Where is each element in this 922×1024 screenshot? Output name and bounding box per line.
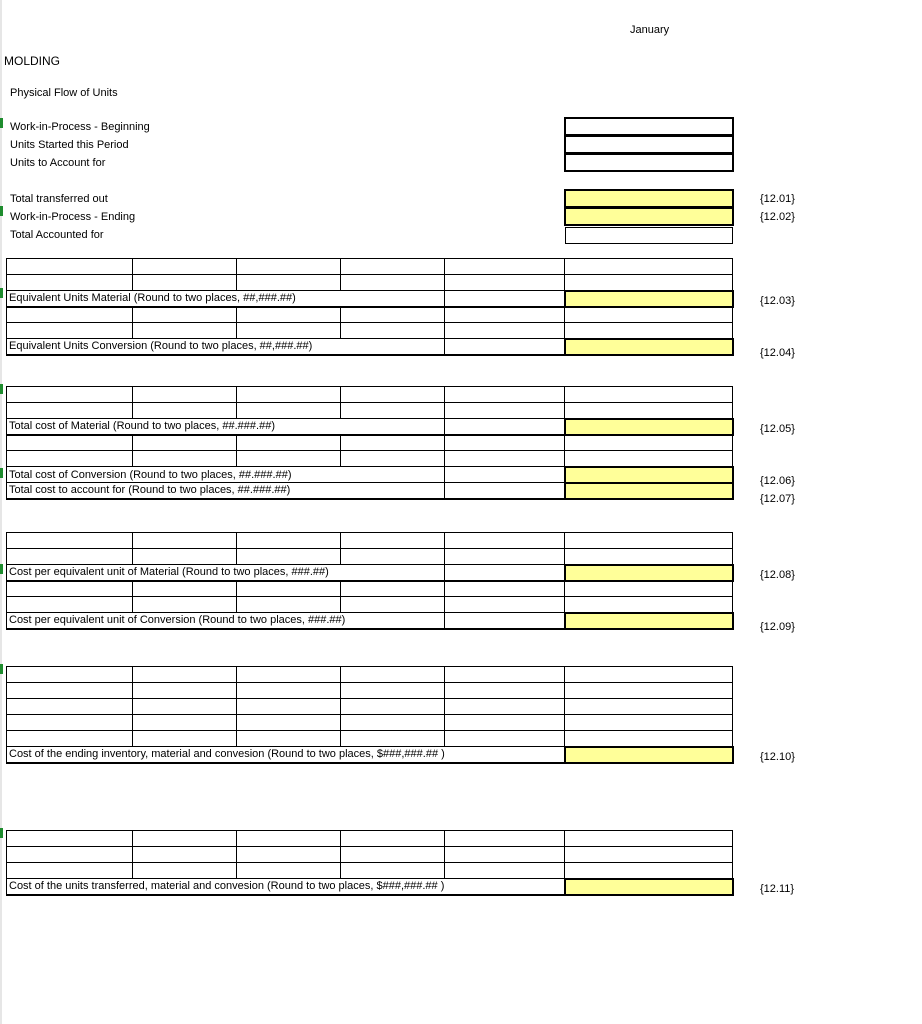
grid-cell[interactable] [7,699,133,715]
grid-cell[interactable] [7,387,133,403]
answer-ref: {12.10} [760,751,795,763]
grid-cell[interactable] [237,451,341,467]
units-transferred-cost-input[interactable] [565,879,733,895]
grid-cell[interactable] [133,387,237,403]
total-accounted-input[interactable] [565,227,733,244]
grid-cell[interactable] [565,863,733,879]
section-title: Physical Flow of Units [10,87,118,99]
answer-ref: {12.09} [760,621,795,633]
grid-cell[interactable] [341,863,445,879]
grid-cell[interactable] [133,699,237,715]
grid-cell[interactable] [565,715,733,731]
grid-cell[interactable] [565,597,733,613]
grid-cell[interactable] [133,307,237,323]
grid-cell[interactable] [133,549,237,565]
flow-label: Work-in-Process - Ending [10,211,136,223]
grid-cell[interactable] [237,323,341,339]
grid-cell[interactable] [445,581,565,597]
row-label: Cost per equivalent unit of Material (Round to two places, ###.##) [7,565,445,581]
grid-cell[interactable] [7,275,133,291]
units-transferred-table [6,830,734,896]
row-label: Equivalent Units Material (Round to two places, ##,###.##) [7,291,445,307]
total-cost-table [6,386,734,500]
grid-cell[interactable] [7,863,133,879]
grid-cell[interactable] [565,731,733,747]
grid-cell[interactable] [445,387,565,403]
grid-cell[interactable] [445,731,565,747]
grid-cell[interactable] [341,715,445,731]
grid-cell[interactable] [445,307,565,323]
grid-cell[interactable] [445,467,565,483]
grid-cell[interactable] [341,533,445,549]
row-label: Cost per equivalent unit of Conversion (Round to two places, ###.##) [7,613,445,629]
grid-cell[interactable] [7,533,133,549]
ending-inventory-table [6,666,734,764]
grid-cell[interactable] [445,831,565,847]
grid-cell[interactable] [341,581,445,597]
grid-cell[interactable] [133,323,237,339]
grid-cell[interactable] [341,847,445,863]
grid-cell[interactable] [445,699,565,715]
grid-cell[interactable] [133,451,237,467]
grid-cell[interactable] [445,533,565,549]
row-marker [0,828,3,838]
grid-cell[interactable] [445,863,565,879]
grid-cell[interactable] [237,847,341,863]
grid-cell[interactable] [237,667,341,683]
grid-cell[interactable] [341,731,445,747]
answer-ref: {12.11} [760,883,795,895]
grid-cell[interactable] [237,581,341,597]
grid-cell[interactable] [237,683,341,699]
grid-cell[interactable] [133,435,237,451]
wip-ending-input[interactable] [564,207,734,226]
answer-ref: {12.03} [760,295,795,307]
grid-cell[interactable] [445,715,565,731]
grid-cell[interactable] [7,323,133,339]
grid-cell[interactable] [133,275,237,291]
answer-ref: {12.01} [760,193,795,205]
grid-cell[interactable] [237,533,341,549]
grid-cell[interactable] [133,863,237,879]
grid-cell[interactable] [341,699,445,715]
grid-cell[interactable] [341,667,445,683]
grid-cell[interactable] [445,323,565,339]
grid-cell[interactable] [7,831,133,847]
grid-cell[interactable] [341,451,445,467]
grid-cell[interactable] [565,307,733,323]
ending-inventory-cost-input[interactable] [565,747,733,763]
flow-label: Total Accounted for [10,229,104,241]
row-marker [0,564,3,574]
grid-cell[interactable] [565,435,733,451]
grid-cell[interactable] [7,683,133,699]
grid-cell[interactable] [133,731,237,747]
grid-cell[interactable] [237,863,341,879]
grid-cell[interactable] [445,339,565,355]
wip-beginning-input[interactable] [564,117,734,136]
answer-ref: {12.05} [760,423,795,435]
grid-cell[interactable] [445,419,565,435]
grid-cell[interactable] [565,533,733,549]
row-marker [0,206,3,216]
grid-cell[interactable] [237,699,341,715]
row-label: Cost of the ending inventory, material and convesion (Round to two places, $###,###.## ) [7,747,565,763]
row-label: Total cost to account for (Round to two places, ##.###.##) [7,483,445,499]
grid-cell[interactable] [237,403,341,419]
grid-cell[interactable] [133,259,237,275]
grid-cell[interactable] [133,847,237,863]
flow-label: Work-in-Process - Beginning [10,121,150,133]
row-marker [0,288,3,298]
grid-cell[interactable] [133,597,237,613]
grid-cell[interactable] [133,667,237,683]
transferred-out-input[interactable] [564,189,734,208]
grid-cell[interactable] [341,597,445,613]
flow-label: Units to Account for [10,157,106,169]
grid-cell[interactable] [341,403,445,419]
grid-cell[interactable] [133,715,237,731]
grid-cell[interactable] [237,831,341,847]
flow-label: Units Started this Period [10,139,129,151]
grid-cell[interactable] [565,403,733,419]
grid-cell[interactable] [237,597,341,613]
grid-cell[interactable] [341,387,445,403]
grid-cell[interactable] [445,259,565,275]
grid-cell[interactable] [445,483,565,499]
grid-cell[interactable] [237,259,341,275]
grid-cell[interactable] [445,597,565,613]
grid-cell[interactable] [445,565,565,581]
grid-cell[interactable] [7,259,133,275]
grid-cell[interactable] [341,323,445,339]
grid-cell[interactable] [237,307,341,323]
grid-cell[interactable] [7,597,133,613]
grid-cell[interactable] [341,435,445,451]
grid-cell[interactable] [565,847,733,863]
answer-ref: {12.08} [760,569,795,581]
grid-cell[interactable] [7,549,133,565]
answer-ref: {12.04} [760,347,795,359]
grid-cell[interactable] [133,581,237,597]
row-marker [0,468,3,478]
row-label: Total cost of Conversion (Round to two places, ##.###.##) [7,467,445,483]
units-started-input[interactable] [564,135,734,154]
row-marker [0,664,3,674]
month-header: January [630,24,670,36]
grid-cell[interactable] [237,549,341,565]
grid-cell[interactable] [445,451,565,467]
total-cost-to-account-input[interactable] [565,483,733,499]
grid-cell[interactable] [445,291,565,307]
units-to-account-input[interactable] [564,153,734,172]
grid-cell[interactable] [7,307,133,323]
grid-cell[interactable] [445,403,565,419]
grid-cell[interactable] [341,259,445,275]
row-label: Cost of the units transferred, material and convesion (Round to two places, $###,###.## ) [7,879,565,895]
grid-cell[interactable] [565,549,733,565]
answer-ref: {12.07} [760,493,795,505]
grid-cell[interactable] [7,435,133,451]
cost-per-eq-unit-material-input[interactable] [565,565,733,581]
grid-cell[interactable] [7,715,133,731]
grid-cell[interactable] [445,275,565,291]
grid-cell[interactable] [565,683,733,699]
grid-cell[interactable] [237,715,341,731]
grid-cell[interactable] [565,259,733,275]
answer-ref: {12.02} [760,211,795,223]
grid-cell[interactable] [7,581,133,597]
grid-cell[interactable] [133,403,237,419]
grid-cell[interactable] [565,275,733,291]
grid-cell[interactable] [7,731,133,747]
grid-cell[interactable] [133,533,237,549]
grid-cell[interactable] [341,275,445,291]
grid-cell[interactable] [7,667,133,683]
cost-per-eq-unit-conversion-input[interactable] [565,613,733,629]
grid-cell[interactable] [237,387,341,403]
eq-units-conversion-input[interactable] [565,339,733,355]
flow-label: Total transferred out [10,193,108,205]
cost-per-unit-table [6,532,734,630]
row-label: Equivalent Units Conversion (Round to two places, ##,###.##) [7,339,445,355]
grid-cell[interactable] [565,387,733,403]
row-marker [0,118,3,128]
left-margin-bar [0,0,2,1024]
total-cost-material-input[interactable] [565,419,733,435]
department-title: MOLDING [4,54,61,68]
grid-cell[interactable] [341,549,445,565]
grid-cell[interactable] [445,683,565,699]
grid-cell[interactable] [565,699,733,715]
grid-cell[interactable] [237,275,341,291]
grid-cell[interactable] [565,323,733,339]
equivalent-units-table [6,258,734,356]
grid-cell[interactable] [565,581,733,597]
grid-cell[interactable] [565,667,733,683]
grid-cell[interactable] [237,731,341,747]
grid-cell[interactable] [341,683,445,699]
grid-cell[interactable] [565,831,733,847]
grid-cell[interactable] [133,831,237,847]
grid-cell[interactable] [7,847,133,863]
grid-cell[interactable] [133,683,237,699]
grid-cell[interactable] [7,403,133,419]
row-label: Total cost of Material (Round to two places, ##.###.##) [7,419,445,435]
grid-cell[interactable] [445,667,565,683]
row-marker [0,384,3,394]
grid-cell[interactable] [237,435,341,451]
grid-cell[interactable] [341,307,445,323]
eq-units-material-input[interactable] [565,291,733,307]
grid-cell[interactable] [445,549,565,565]
grid-cell[interactable] [565,451,733,467]
total-cost-conversion-input[interactable] [565,467,733,483]
answer-ref: {12.06} [760,475,795,487]
grid-cell[interactable] [445,847,565,863]
grid-cell[interactable] [341,831,445,847]
grid-cell[interactable] [445,613,565,629]
grid-cell[interactable] [445,435,565,451]
grid-cell[interactable] [7,451,133,467]
